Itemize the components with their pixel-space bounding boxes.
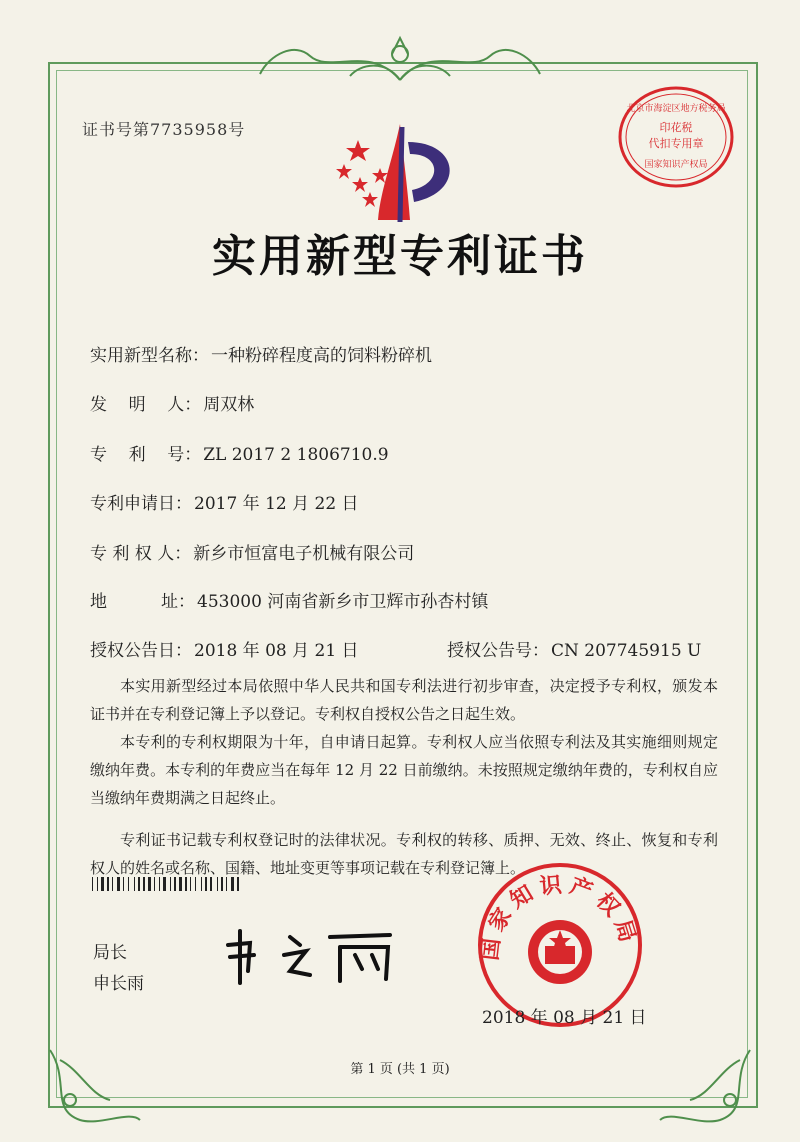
seal-big-text: 国家知识产权局 [477, 872, 642, 962]
barcode-bar [217, 877, 218, 891]
corner-ornament-bl [40, 1040, 150, 1130]
barcode-bar [237, 877, 239, 891]
barcode-bar [128, 877, 129, 891]
field-filing-date [90, 489, 359, 514]
barcode-bar [123, 877, 124, 891]
body-paragraph-1: 本实用新型经过本局依照中华人民共和国专利法进行初步审查，决定授予专利权，颁发本证书并在专利登记簿上予以登记。专利权自授权公告之日起生效。 [90, 677, 718, 723]
barcode [92, 877, 302, 891]
field-utility-model-name [90, 341, 432, 366]
field-value: 新乡市恒富电子机械有限公司 [193, 544, 415, 564]
barcode-bar [226, 877, 227, 891]
field-label: 发 明 人： [90, 395, 202, 415]
barcode-bar [92, 877, 93, 891]
patent-office-logo [330, 122, 470, 222]
barcode-bar [107, 877, 109, 891]
director-name: 申长雨 [93, 974, 144, 994]
field-label: 专 利 号： [90, 445, 202, 465]
corner-ornament-br [650, 1040, 760, 1130]
field-label: 实用新型名称： [90, 346, 209, 366]
field-inventor [90, 390, 254, 415]
seal-small-line2: 代扣专用章 [648, 137, 704, 150]
barcode-bar [170, 877, 171, 891]
barcode-bar [148, 877, 151, 891]
director-title: 局长 [93, 943, 127, 963]
tax-stamp-seal [617, 85, 735, 190]
barcode-bar [210, 877, 212, 891]
field-address [90, 587, 488, 612]
barcode-bar [112, 877, 113, 891]
field-label: 专 利 权 人： [90, 544, 192, 564]
barcode-bar [179, 877, 182, 891]
seal-small-line3: 国家知识产权局 [644, 160, 708, 170]
field-value: 453000 河南省新乡市卫辉市孙杏村镇 [197, 592, 489, 612]
barcode-bar [159, 877, 160, 891]
barcode-bar [174, 877, 176, 891]
seal-small-line1: 印花税 [659, 121, 693, 134]
barcode-bar [143, 877, 145, 891]
field-label: 专利申请日： [90, 494, 192, 514]
field-label: 授权公告日： [90, 641, 192, 661]
barcode-bar [205, 877, 207, 891]
top-ornament [250, 34, 550, 86]
barcode-bar [101, 877, 104, 891]
certificate-title: 实用新型专利证书 [212, 231, 588, 282]
field-value: 一种粉碎程度高的饲料粉碎机 [211, 346, 432, 366]
field-value: CN 207745915 U [551, 641, 702, 661]
page-number: 第 1 页 (共 1 页) [350, 1062, 450, 1077]
field-value: 2017 年 12 月 22 日 [194, 494, 359, 514]
barcode-bar [221, 877, 223, 891]
field-label: 授权公告号： [447, 641, 549, 661]
barcode-bar [134, 877, 135, 891]
director-signature [220, 925, 400, 985]
certificate-number: 证书号第7735958号 [82, 120, 246, 139]
barcode-bar [190, 877, 191, 891]
barcode-bar [195, 877, 196, 891]
field-patent-number [90, 440, 389, 465]
barcode-bar [201, 877, 202, 891]
body-paragraph-3: 专利证书记载专利权登记时的法律状况。专利权的转移、质押、无效、终止、恢复和专利权人的姓名或名称、国籍、地址变更等事项记载在专利登记簿上。 [90, 831, 718, 877]
field-patentee [90, 539, 414, 564]
field-label: 地 址： [90, 592, 196, 612]
barcode-bar [163, 877, 166, 891]
field-value: 周双林 [203, 395, 255, 415]
barcode-bar [185, 877, 187, 891]
barcode-bar [97, 877, 98, 891]
body-paragraph-2: 本专利的专利权期限为十年，自申请日起算。专利权人应当依照专利法及其实施细则规定缴纳年费。本专利的年费应当在每年 12 月 22 日前缴纳。未按照规定缴纳年费的，专利权自应当缴纳年费期满之日起终止。 [90, 733, 718, 807]
seal-small-outer-text: 北京市海淀区地方税务局 [626, 104, 726, 114]
field-grant-date [90, 636, 359, 661]
issue-date: 2018 年 08 月 21 日 [482, 1008, 647, 1028]
barcode-bar [117, 877, 120, 891]
certificate-body [90, 672, 718, 882]
barcode-bar [138, 877, 140, 891]
field-value: ZL 2017 2 1806710.9 [203, 445, 389, 465]
field-grant-number [447, 636, 701, 661]
barcode-bar [154, 877, 155, 891]
barcode-bar [231, 877, 234, 891]
field-value: 2018 年 08 月 21 日 [194, 641, 359, 661]
